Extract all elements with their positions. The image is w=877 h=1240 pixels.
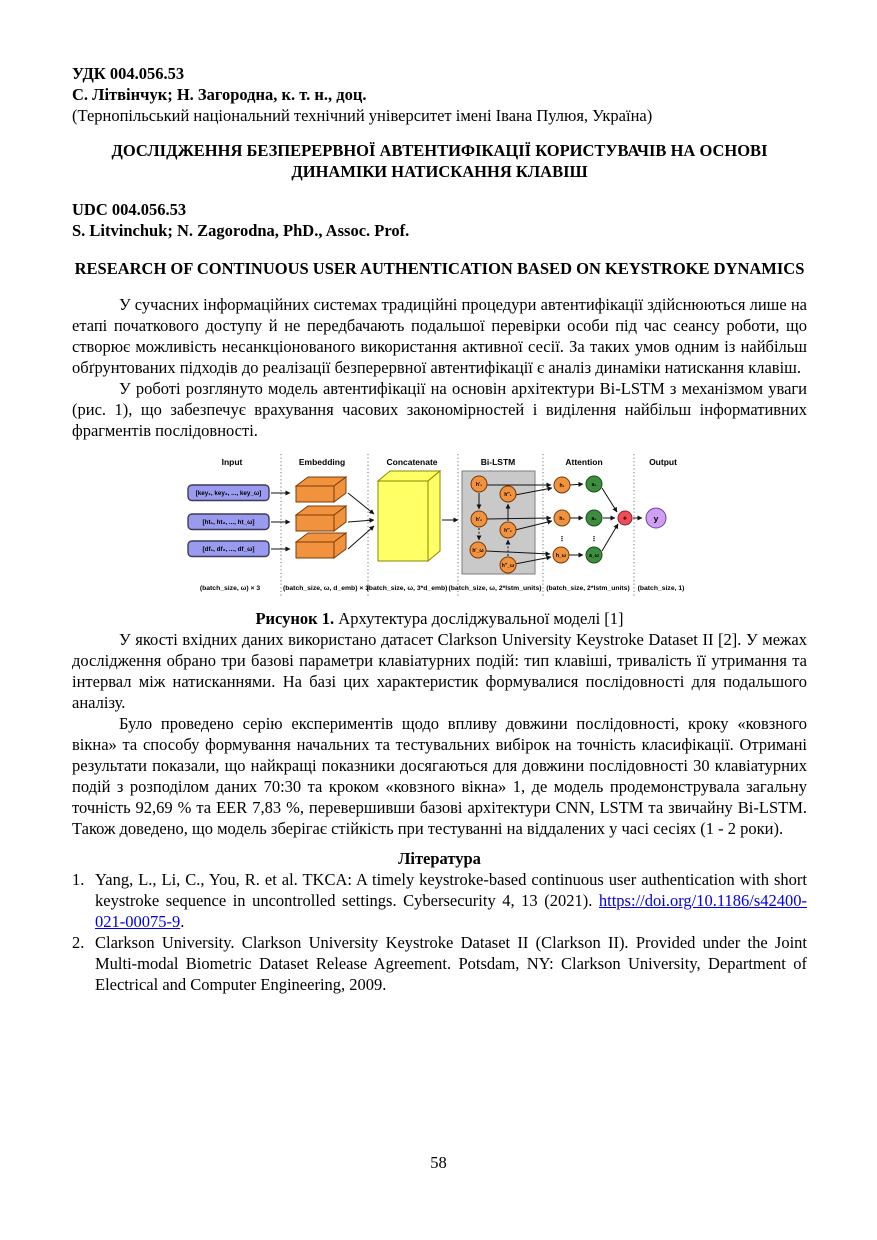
architecture-figure [178,452,703,598]
header-block-en [72,199,807,241]
node-att-a-2-label: a₂ [591,516,597,522]
references-heading: Література [398,849,481,868]
concatenate-box [378,471,440,561]
node-output-label: y [653,513,659,524]
paragraph-1: У сучасних інформаційних системах традиційні процедури автентифікації здійснюються лише на етапі початкового доступу й не передбачають подальшої перевірки особи під час сеансу роботи, що створює можливість несанкціонованого використання активної сесії. За таких умов одним із найбільш обґрунтованих підходів до реалізації безперервної автентифікації є аналіз динаміки натискання клавіш. [72,295,807,377]
dim-label-embedding: (batch_size, ω, d_emb) × 3 [282,585,370,592]
column-header-concatenate: Concatenate [386,457,438,467]
page-number: 58 [430,1153,447,1172]
dimension-labels [200,585,685,592]
input-box-key-label: [key₁, key₂, ..., key_ω] [195,490,262,497]
reference-1-text-end: . [180,912,185,931]
node-h-fwd-1-label: h'₁ [475,482,483,488]
column-header-output: Output [649,457,677,467]
node-h-fwd-w-label: h'_ω [472,548,484,554]
title-english: RESEARCH OF CONTINUOUS USER AUTHENTICATION BASED ON KEYSTROKE DYNAMICS [74,259,805,278]
attention-nodes [553,476,602,563]
dim-label-bilstm: (batch_size, ω, 2*lstm_units) [448,585,542,592]
reference-1-doi-link[interactable]: https://doi.org/10.1186/s42400-021-00075-9 [95,891,807,931]
reference-item-1 [72,869,807,932]
embedding-cuboid-3 [296,533,346,558]
column-header-input: Input [221,457,243,467]
column-headers [222,457,677,467]
embedding-cuboids [296,477,346,558]
node-att-a-w-label: a_ω [589,553,599,559]
input-box-ht-label: [ht₁, ht₂, ..., ht_ω] [202,519,255,526]
paragraph-2: У роботі розглянуто модель автентифікації на основін архітектури Bi-LSTM з механізмом уваги (рис. 1), що забезпечує врахування часових закономірностей і виділення найбільш інформативних фрагментів послідовності. [72,379,807,440]
reference-item-2 [72,932,807,995]
header-block [72,63,807,126]
dim-label-concatenate: (batch_size, ω, 3*d_emb) [366,585,448,592]
dim-label-input: (batch_size, ω) × 3 [199,585,261,592]
dim-label-output: (batch_size, 1) [637,585,685,592]
node-att-h-1-label: h₁ [559,483,565,489]
reference-2-number: 2. [72,933,85,952]
udc-code-en: UDC 004.056.53 [72,200,187,219]
embedding-cuboid-1 [296,477,346,502]
affiliation-uk: (Тернопільський національний технічний університет імені Івана Пулюя, Україна) [72,106,653,125]
node-h-bwd-1-label: h″₁ [504,492,512,498]
authors-en: S. Litvinchuk; N. Zagorodna, PhD., Assoc. Prof. [72,221,410,240]
udk-code-uk: УДК 004.056.53 [72,64,185,83]
figure-caption-label: Рисунок 1. [255,609,335,628]
embedding-cuboid-2 [296,506,346,531]
ellipsis-dots-a: ⋮ [590,536,598,543]
node-h-fwd-2-label: h'₂ [475,517,483,523]
input-box-df-label: [df₁, df₂, ..., df_ω] [202,546,255,553]
column-header-bilstm: Bi-LSTM [480,457,516,467]
reference-1-text: Yang, L., Li, C., You, R. et al. TKCA: A timely keystroke-based continuous user authentication with short keystroke sequence in uncontrolled settings. Cybersecurity 4, 13 (2021). [95,870,807,910]
node-att-h-2-label: h₂ [559,516,565,522]
authors-uk: С. Літвінчук; Н. Загородна, к. т. н., доц. [72,85,367,104]
paragraph-4: Було проведено серію експериментів щодо впливу довжини послідовності, кроку «ковзного вікна» та способу формування начальних та тестувальних вибірок на точність класифікації. Отримані результати показали, що найкращі показники досягаються для довжини послідовності 30 клавіатурних подій з розподілом даних 70:30 та кроком «ковзного вікна» 1, де модель продемонструвала загальну точність 92,69 % та EER 7,83 %, перевершивши базові архітектури CNN, LSTM та звичайну Bi-LSTM. Також доведено, що модель зберігає стійкість при тестуванні на віддалених у часі сесіях (1 - 2 роки). [72,714,807,838]
ellipsis-dots-h: ⋮ [558,536,566,543]
node-att-h-w-label: h_ω [555,553,567,559]
reference-1-number: 1. [72,870,85,889]
title-ukrainian: ДОСЛІДЖЕННЯ БЕЗПЕРЕРВНОЇ АВТЕНТИФІКАЦІЇ КОРИСТУВАЧІВ НА ОСНОВІ ДИНАМІКИ НАТИСКАННЯ КЛАВІШ [111,141,768,181]
paragraph-3: У якості вхідних даних використано датасет Clarkson University Keystroke Dataset II [2]. У межах дослідження обрано три базові параметри клавіатурних подій: тип клавіші, тривалість її утримання та інтервал між натисканнями. На базі цих характеристик формувалися послідовності для подальшого аналізу. [72,630,807,712]
figure-caption [72,608,807,629]
bilstm-architecture-diagram [178,452,703,598]
node-h-bwd-2-label: h″₂ [504,528,512,534]
column-header-attention: Attention [565,457,603,467]
node-att-a-1-label: a₁ [591,482,597,488]
column-header-embedding: Embedding [298,457,346,467]
node-h-bwd-w-label: h″_ω [501,563,515,569]
figure-caption-text: Архутектура досліджувальної моделі [1] [334,609,624,628]
node-sum-label: + [622,513,628,523]
reference-2-text: Clarkson University. Clarkson University Keystroke Dataset II (Clarkson II). Provided under the Joint Multi-modal Biometric Dataset Release Agreement. Potsdam, NY: Clarkson University, Department of Electrical and Computer Engineering, 2009. [95,933,807,994]
dim-label-attention: (batch_size, 2*lstm_units) [546,585,630,592]
input-boxes [188,485,269,557]
